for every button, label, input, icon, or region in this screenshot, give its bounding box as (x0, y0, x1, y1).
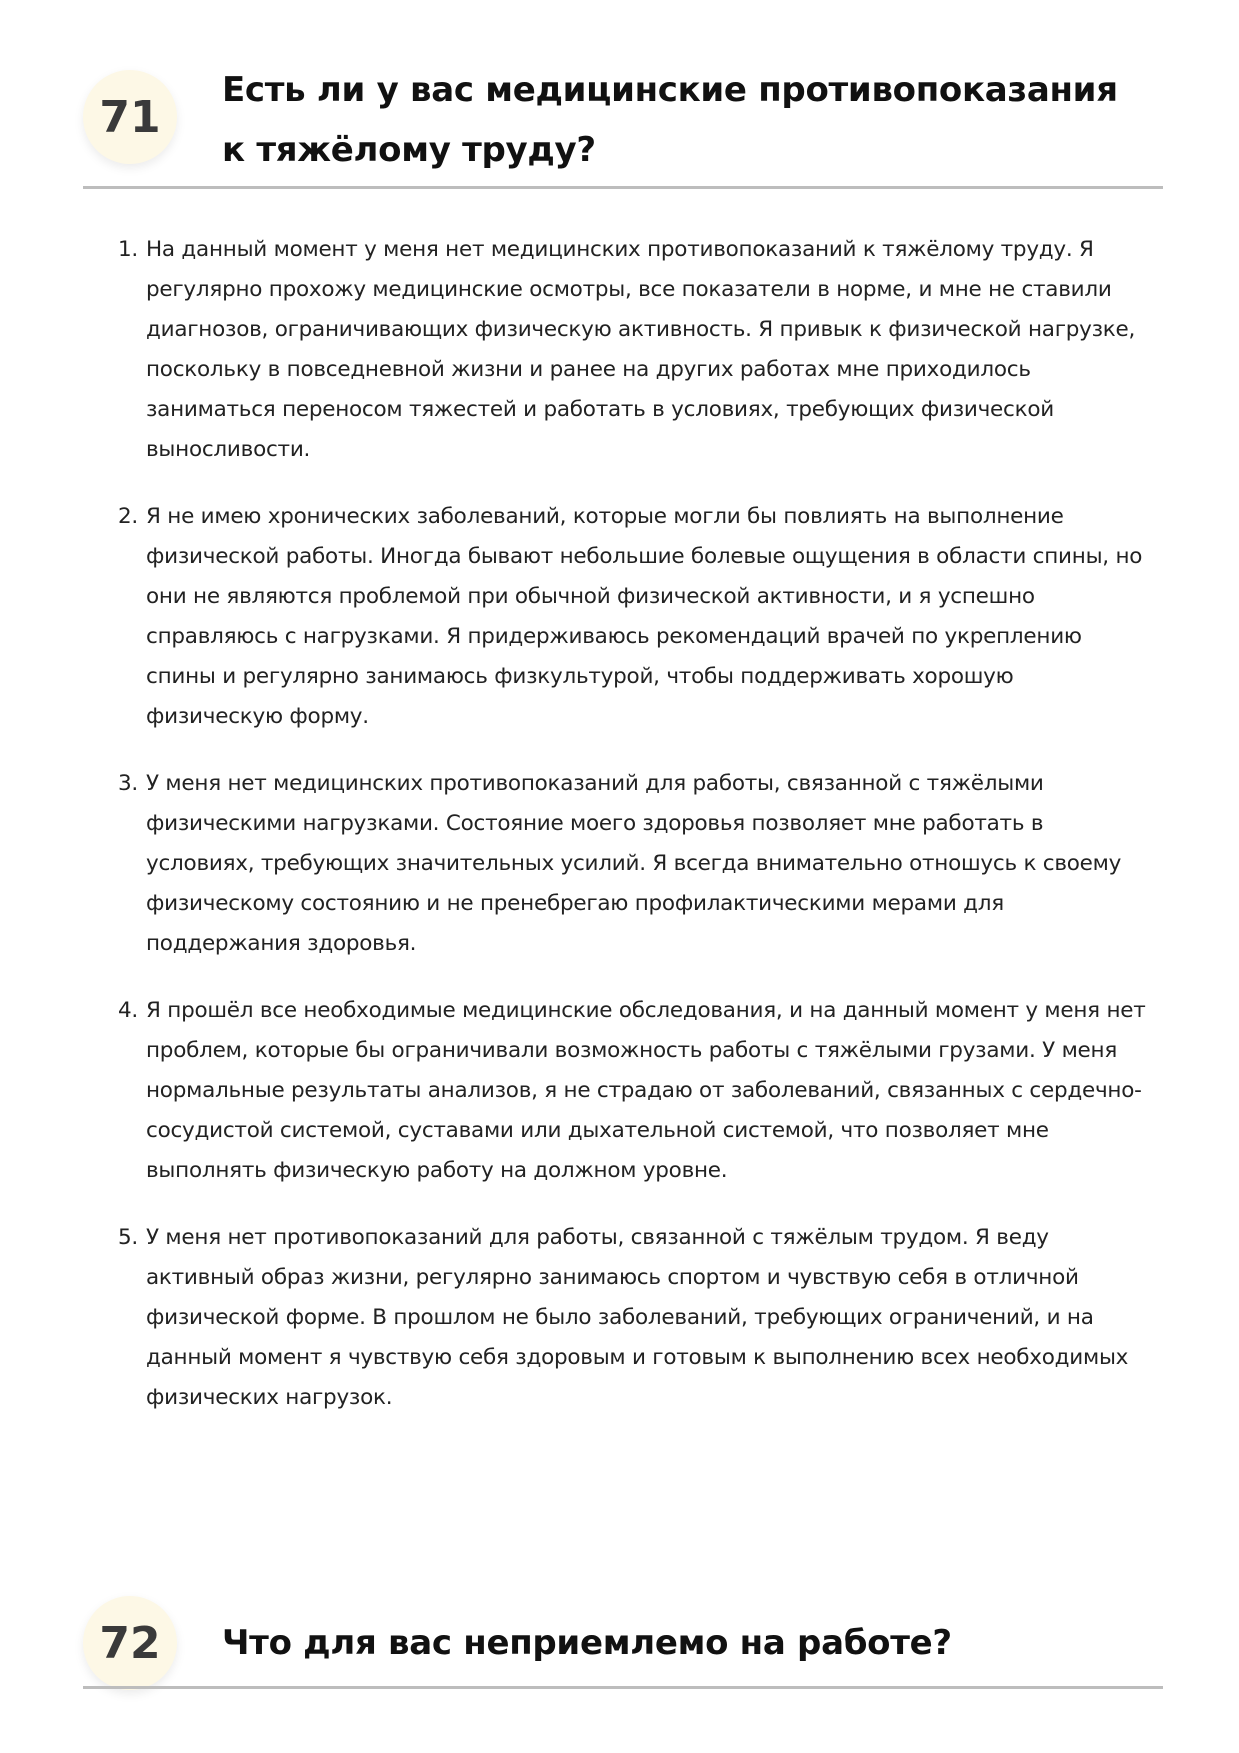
answer-item (118, 1218, 1148, 1418)
answer-number: 3. (118, 771, 139, 796)
answer-number: 1. (118, 237, 139, 262)
header-divider (83, 1686, 1163, 1689)
answer-text: Я прошёл все необходимые медицинские обследования, и на данный момент у меня нет проблем, которые бы ограничивали возможность работы с тяжёлыми грузами. У меня нормальные результаты анализов, я не страдаю от заболеваний, связанных с сердечно-сосудистой системой, суставами или дыхательной системой, что позволяет мне выполнять физическую работу на должном уровне. (146, 998, 1146, 1183)
answer-text: У меня нет противопоказаний для работы, связанной с тяжёлым трудом. Я веду активный образ жизни, регулярно занимаюсь спортом и чувствую себя в отличной физической форме. В прошлом не было заболеваний, требующих ограничений, и на данный момент я чувствую себя здоровым и готовым к выполнению всех необходимых физических нагрузок. (146, 1225, 1129, 1410)
answer-text: Я не имею хронических заболеваний, которые могли бы повлиять на выполнение физической работы. Иногда бывают небольшие болевые ощущения в области спины, но они не являются проблемой при обычной физической активности, и я успешно справляюсь с нагрузками. Я придерживаюсь рекомендаций врачей по укреплению спины и регулярно занимаюсь физкультурой, чтобы поддерживать хорошую физическую форму. (146, 504, 1143, 729)
question-number-badge: 71 (83, 70, 177, 164)
header-divider (83, 186, 1163, 189)
question-71-header (83, 60, 1163, 192)
question-72-header (83, 1584, 1163, 1692)
answer-item (118, 991, 1148, 1191)
answer-number: 5. (118, 1225, 139, 1250)
question-title: Есть ли у вас медицинские противопоказания к тяжёлому труду? (222, 70, 1118, 170)
answer-item (118, 497, 1148, 737)
answer-number: 2. (118, 504, 139, 529)
question-title: Что для вас неприемлемо на работе? (222, 1623, 952, 1663)
answer-list (118, 230, 1148, 1445)
answer-number: 4. (118, 998, 139, 1023)
answer-item (118, 230, 1148, 470)
question-number-badge: 72 (83, 1596, 177, 1690)
answer-text: На данный момент у меня нет медицинских противопоказаний к тяжёлому труду. Я регулярно прохожу медицинские осмотры, все показатели в норме, и мне не ставили диагнозов, ограничивающих физическую активность. Я привык к физической нагрузке, поскольку в повседневной жизни и ранее на других работах мне приходилось заниматься переносом тяжестей и работать в условиях, требующих физической выносливости. (146, 237, 1136, 462)
answer-item (118, 764, 1148, 964)
answer-text: У меня нет медицинских противопоказаний для работы, связанной с тяжёлыми физическими нагрузками. Состояние моего здоровья позволяет мне работать в условиях, требующих значительных усилий. Я всегда внимательно отношусь к своему физическому состоянию и не пренебрегаю профилактическими мерами для поддержания здоровья. (146, 771, 1122, 956)
